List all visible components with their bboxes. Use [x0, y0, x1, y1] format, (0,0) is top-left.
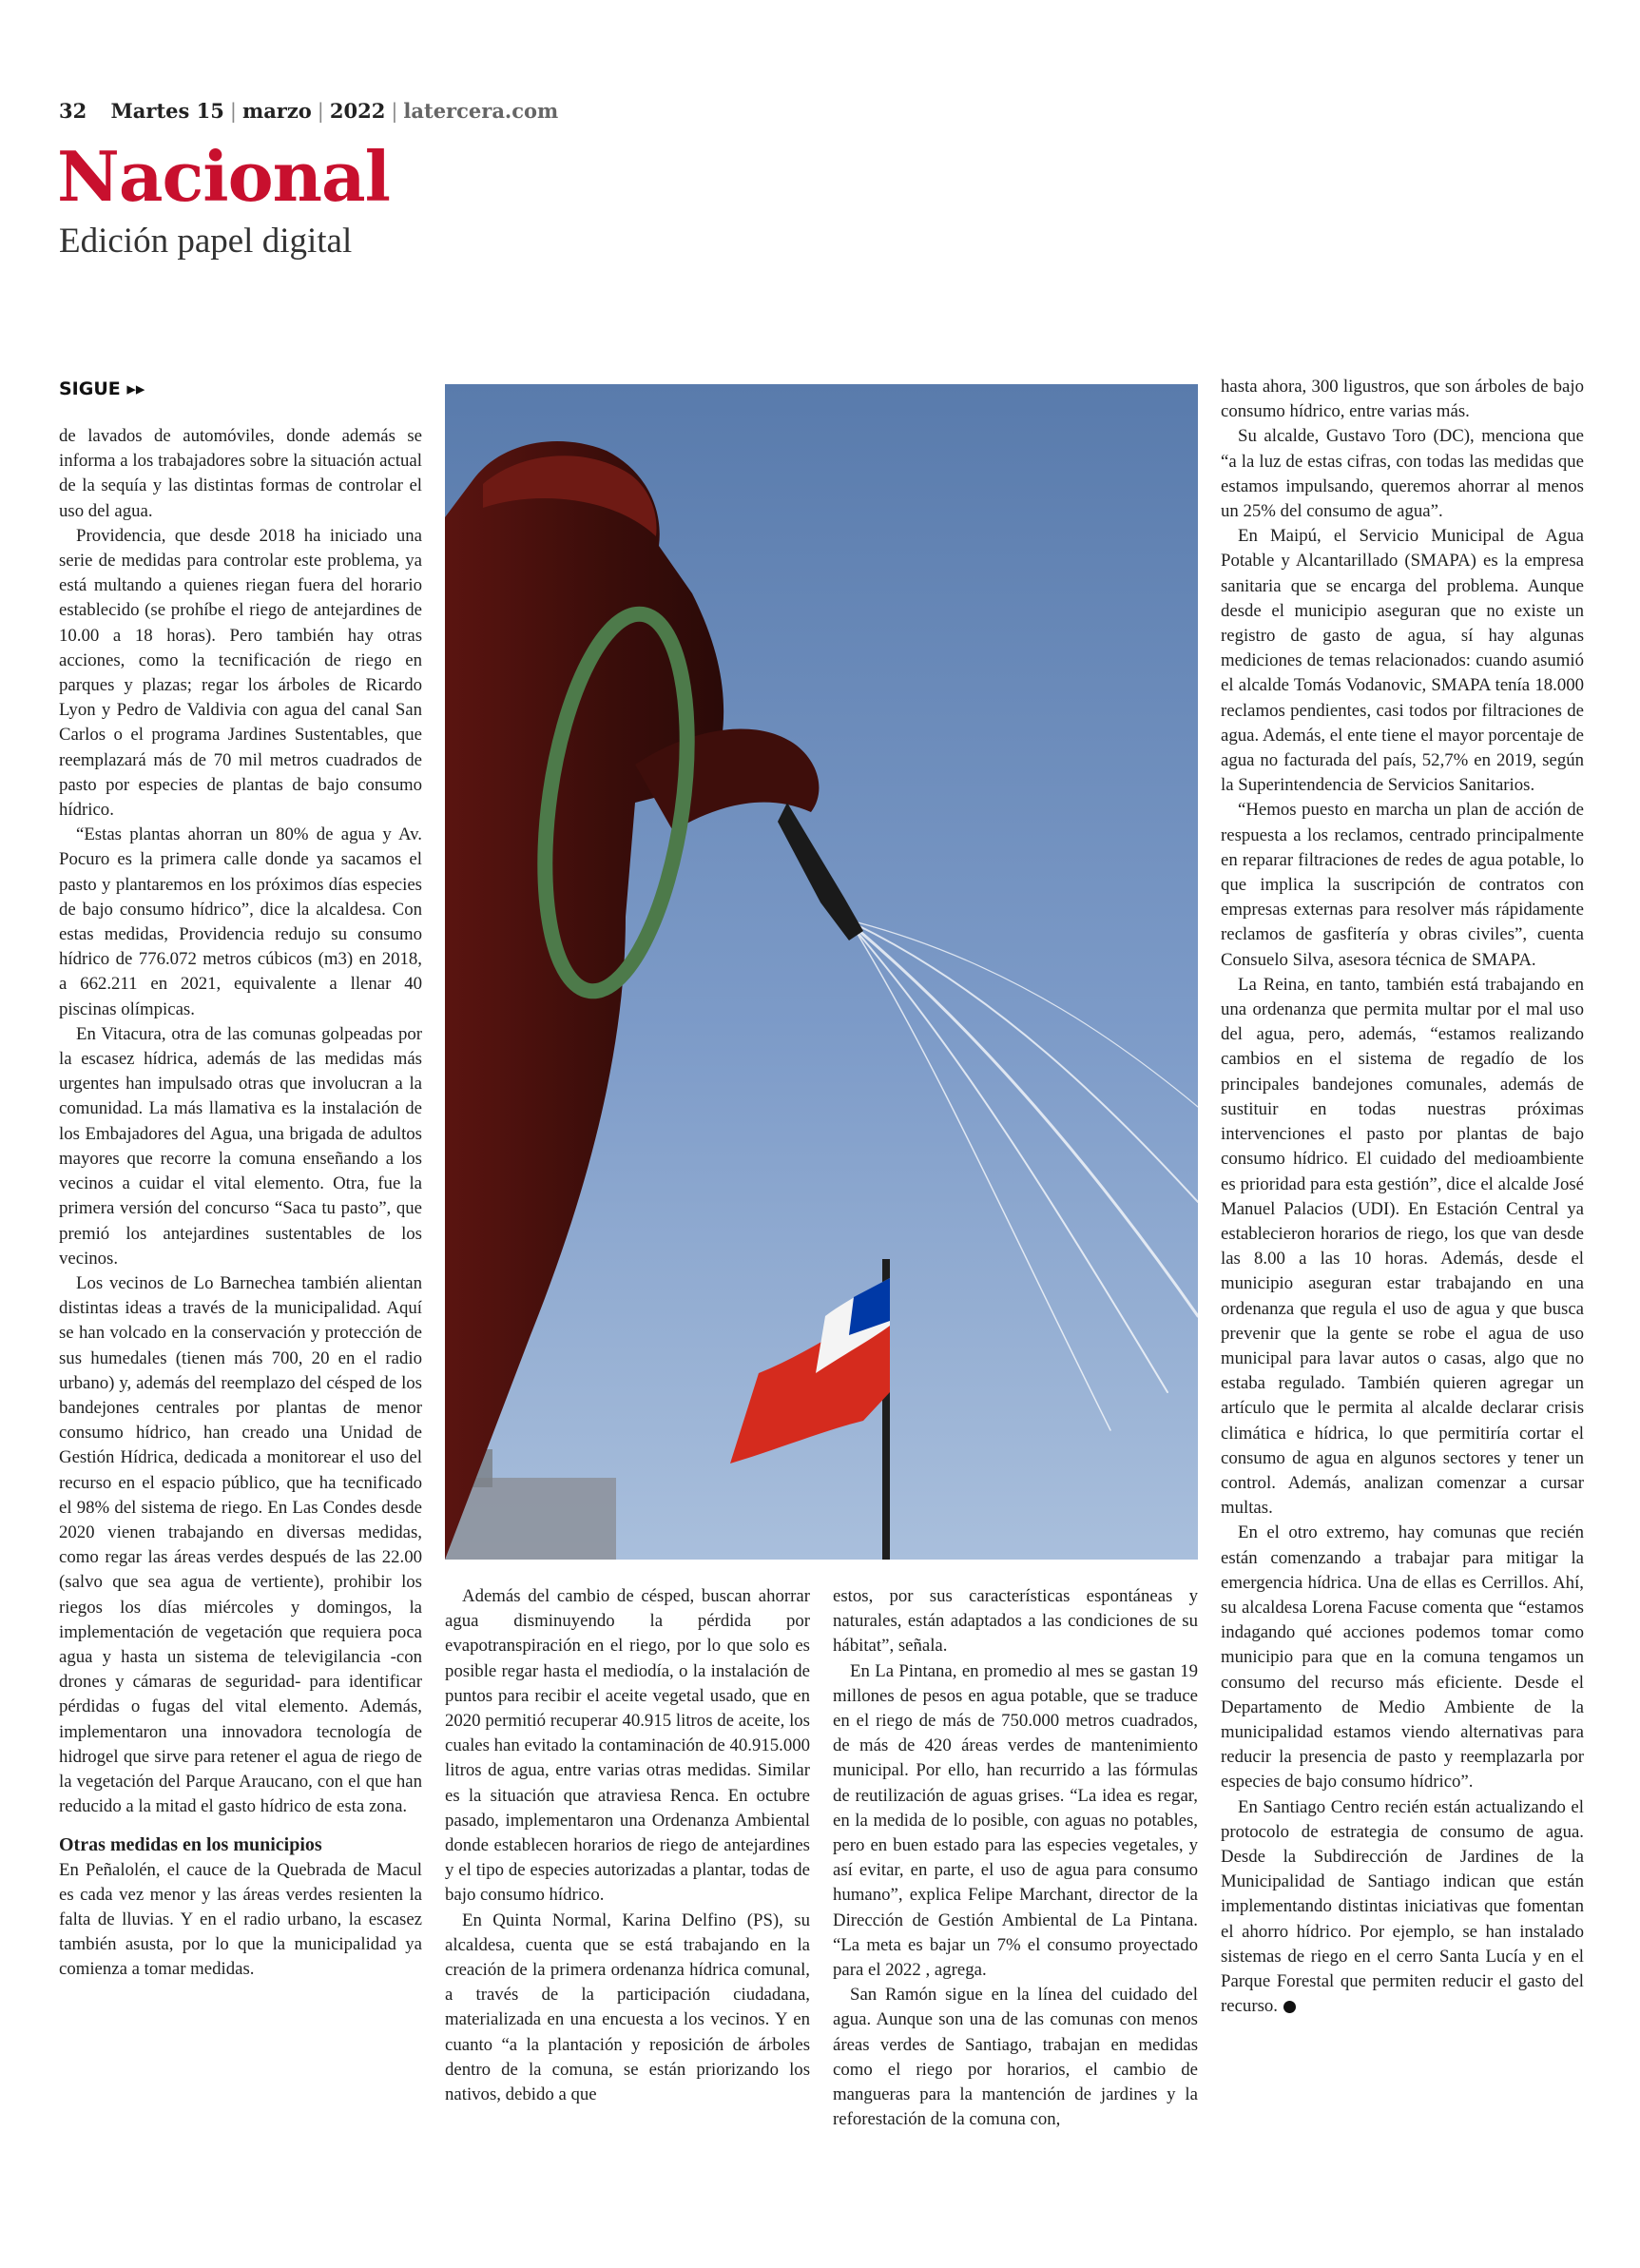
photo-illustration [445, 384, 1198, 1560]
paragraph: San Ramón sigue en la línea del cuidado del agua. Aunque son una de las comunas con menos áreas verdes de Santiago, trabajan en medidas como el riego por horarios, el cambio de mangueras para la mantención de jardines y la reforestación de la comuna con, [833, 1985, 1198, 2130]
paragraph: Providencia, que desde 2018 ha iniciado una serie de medidas para controlar este problema, ya está multando a quienes riegan fuera del horario establecido (se prohíbe el riego de antejardines de 10.00 a 18 horas). Pero también hay otras acciones, como la tecnificación de riego en parques y plazas; regar los árboles de Ricardo Lyon y Pedro de Valdivia con agua del canal San Carlos o el programa Jardines Sustentables, que reemplazará más de 70 mil metros cuadrados de pasto por especies de plantas de bajo consumo hídrico. [59, 525, 422, 821]
paragraph-final [1221, 1795, 1584, 2020]
masthead: 32 Martes 15 | marzo | 2022 | latercera.com [59, 99, 559, 123]
date-year: 2022 [329, 99, 386, 123]
paragraph-text: En Santiago Centro recién están actualizando el protocolo de estrategia de consumo de agua. Desde la Subdirección de Jardines de la Municipalidad de Santiago indican que están implementando distintas iniciativas que fomentan el ahorro hídrico. Por ejemplo, se han instalado sistemas de riego en el cerro Santa Lucía y en el Parque Forestal que permiten reducir el gasto del recurso. [1221, 1796, 1584, 2017]
article-column-1 [59, 424, 422, 1983]
paragraph: estos, por sus características espontáneas y naturales, están adaptados a las condiciones de su hábitat”, señala. [833, 1586, 1198, 1657]
subheading: Otras medidas en los municipios [59, 1834, 322, 1856]
end-of-article-icon [1283, 2001, 1296, 2013]
page-number: 32 [59, 99, 87, 123]
paragraph: Los vecinos de Lo Barnechea también alientan distintas ideas a través de la municipalidad. Aquí se han volcado en la conservación y protección de sus humedales (tienen más 700, 20 en el radio urbano) y, además del reemplazo del césped de los bandejones centrales por plantas de menor consumo hídrico, han creado una Unidad de Gestión Hídrica, dedicada a monitorear el uso del recurso en el espacio público, que ha tecnificado el 98% del sistema de riego. En Las Condes desde 2020 vienen trabajando en diversas medidas, como regar las áreas verdes después de las 22.00 (salvo que sea agua de vertiente), prohibir los riegos los días miércoles y domingos, la implementación de vegetación que requiera poca agua y hasta un sistema de televigilancia -con drones y cámaras de seguridad- para identificar pérdidas o fugas del vital elemento. Además, implementaron una innovadora tecnología de hidrogel que sirve para retener el agua de riego de la vegetación del Parque Araucano, con el que han reducido a la mitad el gasto hídrico de esta zona. [59, 1272, 422, 1817]
paragraph: “Estas plantas ahorran un 80% de agua y Av. Pocuro es la primera calle donde ya sacamos el pasto y plantaremos en los próximos días especies de bajo consumo hídrico”, dice la alcaldesa. Con estas medidas, Providencia redujo su consumo hídrico de 776.072 metros cúbicos (m3) en 2018, a 662.211 en 2021, equivalente a llenar 40 piscinas olímpicas. [59, 824, 422, 1019]
paragraph: En Vitacura, otra de las comunas golpeadas por la escasez hídrica, además de las medidas más urgentes han impulsado otras que involucran a la comunidad. La más llamativa es la instalación de los Embajadores del Agua, una brigada de adultos mayores que recorre la comuna enseñando a los vecinos a cuidar el vital elemento. Otra, fue la primera versión del concurso “Saca tu pasto”, que premió los antejardines sustentables de los vecinos. [59, 1023, 422, 1269]
date-month: marzo [241, 99, 312, 123]
paragraph: En Peñalolén, el cauce de la Quebrada de Macul es cada vez menor y las áreas verdes resienten la falta de lluvias. Y en el radio urbano, la escasez también asusta, por lo que la municipalidad ya comienza a tomar medidas. [59, 1859, 422, 1980]
article-column-2 [445, 1584, 810, 2107]
edition-subtitle: Edición papel digital [59, 222, 353, 261]
article-column-3 [833, 1584, 1198, 2132]
section-title: Nacional [57, 136, 391, 217]
paragraph: En el otro extremo, hay comunas que recién están comenzando a trabajar para mitigar la emergencia hídrica. Una de ellas es Cerrillos. Ahí, su alcaldesa Lorena Facuse comenta que “estamos indagando qué acciones podemos tomar como municipio para que en la comuna tengamos un consumo del recurso más eficiente. Desde el Departamento de Medio Ambiente de la municipalidad estamos viendo alternativas para reducir la presencia de pasto y reemplazarla por especies de bajo consumo hídrico”. [1221, 1522, 1584, 1793]
paragraph: Además del cambio de césped, buscan ahorrar agua disminuyendo la pérdida por evapotranspiración en el riego, por lo que solo es posible regar hasta el mediodía, o la instalación de puntos para recibir el aceite vegetal usado, que en 2020 permitió recuperar 40.915 litros de aceite, los cuales han evitado la contaminación de 40.915.000 litros de agua, entre varias otras medidas. Similar es la situación que atraviesa Renca. En octubre pasado, implementaron una Ordenanza Ambiental donde establecen horarios de riego de antejardines y el tipo de especies autorizadas a plantar, todas de bajo consumo hídrico. [445, 1586, 810, 1906]
paragraph: En Quinta Normal, Karina Delfino (PS), su alcaldesa, cuenta que se está trabajando en la creación de la primera ordenanza hídrica comunal, a través de la participación ciudadana, materializada en una encuesta a los vecinos. Y en cuanto “a la plantación y reposición de árboles dentro de la comuna, se están priorizando los nativos, debido a que [445, 1909, 810, 2105]
paragraph: hasta ahora, 300 ligustros, que son árboles de bajo consumo hídrico, entre varias más. [1221, 377, 1584, 422]
site-link[interactable]: latercera.com [403, 99, 559, 123]
paragraph: En La Pintana, en promedio al mes se gastan 19 millones de pesos en agua potable, que se traduce en el riego de más de 750.000 metros cuadrados, de más de 420 áreas verdes de mantenimiento municipal. Por ello, han recurrido a las fórmulas de reutilización de aguas grises. “La idea es regar, en la medida de lo posible, con aguas no potables, pero en buen estado para las especies vegetales, y así evitar, en parte, el uso de agua para consumo humano”, explica Felipe Marchant, director de la Dirección de Gestión Ambiental de La Pintana. “La meta es bajar un 7% el consumo proyectado para el 2022 , agrega. [833, 1660, 1198, 1981]
paragraph: Su alcalde, Gustavo Toro (DC), menciona que “a la luz de estas cifras, con todas las medidas que estamos impulsando, queremos ahorrar al menos un 25% del consumo de agua”. [1221, 426, 1584, 522]
paragraph: “Hemos puesto en marcha un plan de acción de respuesta a los reclamos, centrado principalmente en reparar filtraciones de redes de agua potable, lo que implica la suscripción de contratos con empresas externas para resolver más rápidamente reclamos de gasfitería y obras civiles”, cuenta Consuelo Silva, asesora técnica de SMAPA. [1221, 800, 1584, 970]
photo-watering-worker [445, 384, 1198, 1560]
date-day: Martes 15 [110, 99, 224, 123]
paragraph: de lavados de automóviles, donde además se informa a los trabajadores sobre la situación actual de la sequía y las distintas formas de controlar el uso del agua. [59, 426, 422, 521]
paragraph: En Maipú, el Servicio Municipal de Agua Potable y Alcantarillado (SMAPA) es la empresa sanitaria que se encarga del problema. Aunque desde el municipio aseguran que no existe un registro de gasto de agua, sí hay algunas mediciones de temas relacionados: cuando asumió el alcalde Tomás Vodanovic, SMAPA tenía 18.000 reclamos pendientes, casi todos por filtraciones de agua. Además, el ente tiene el mayor porcentaje de agua no facturada del país, 52,7% en 2019, según la Superintendencia de Servicios Sanitarios. [1221, 526, 1584, 796]
article-column-4 [1221, 375, 1584, 2019]
continued-marker: SIGUE ▸▸ [59, 378, 145, 399]
paragraph: La Reina, en tanto, también está trabajando en una ordenanza que permita multar por el mal uso del agua, pero, además, “estamos realizando cambios en el sistema de regadío de los principales bandejones comunales, además de sustituir en todas nuestras próximas intervenciones el pasto por plantas de bajo consumo hídrico. El cuidado del medioambiente es prioridad para esta gestión”, dice el alcalde José Manuel Palacios (UDI). En Estación Central ya establecieron horarios de riego, los que van desde las 8.00 a las 10 horas. Además, desde el municipio aseguran estar trabajando en una ordenanza que regula el uso de agua y que busca prevenir que la gente se robe el agua de uso municipal para lavar autos o casas, algo que no estaba regulado. También quieren agregar un artículo que le permita al alcalde declarar crisis climática e hídrica, lo que permitiría cortar el consumo de agua en algunos sectores y tener un control. Además, analizan comenzar a cursar multas. [1221, 974, 1584, 1519]
